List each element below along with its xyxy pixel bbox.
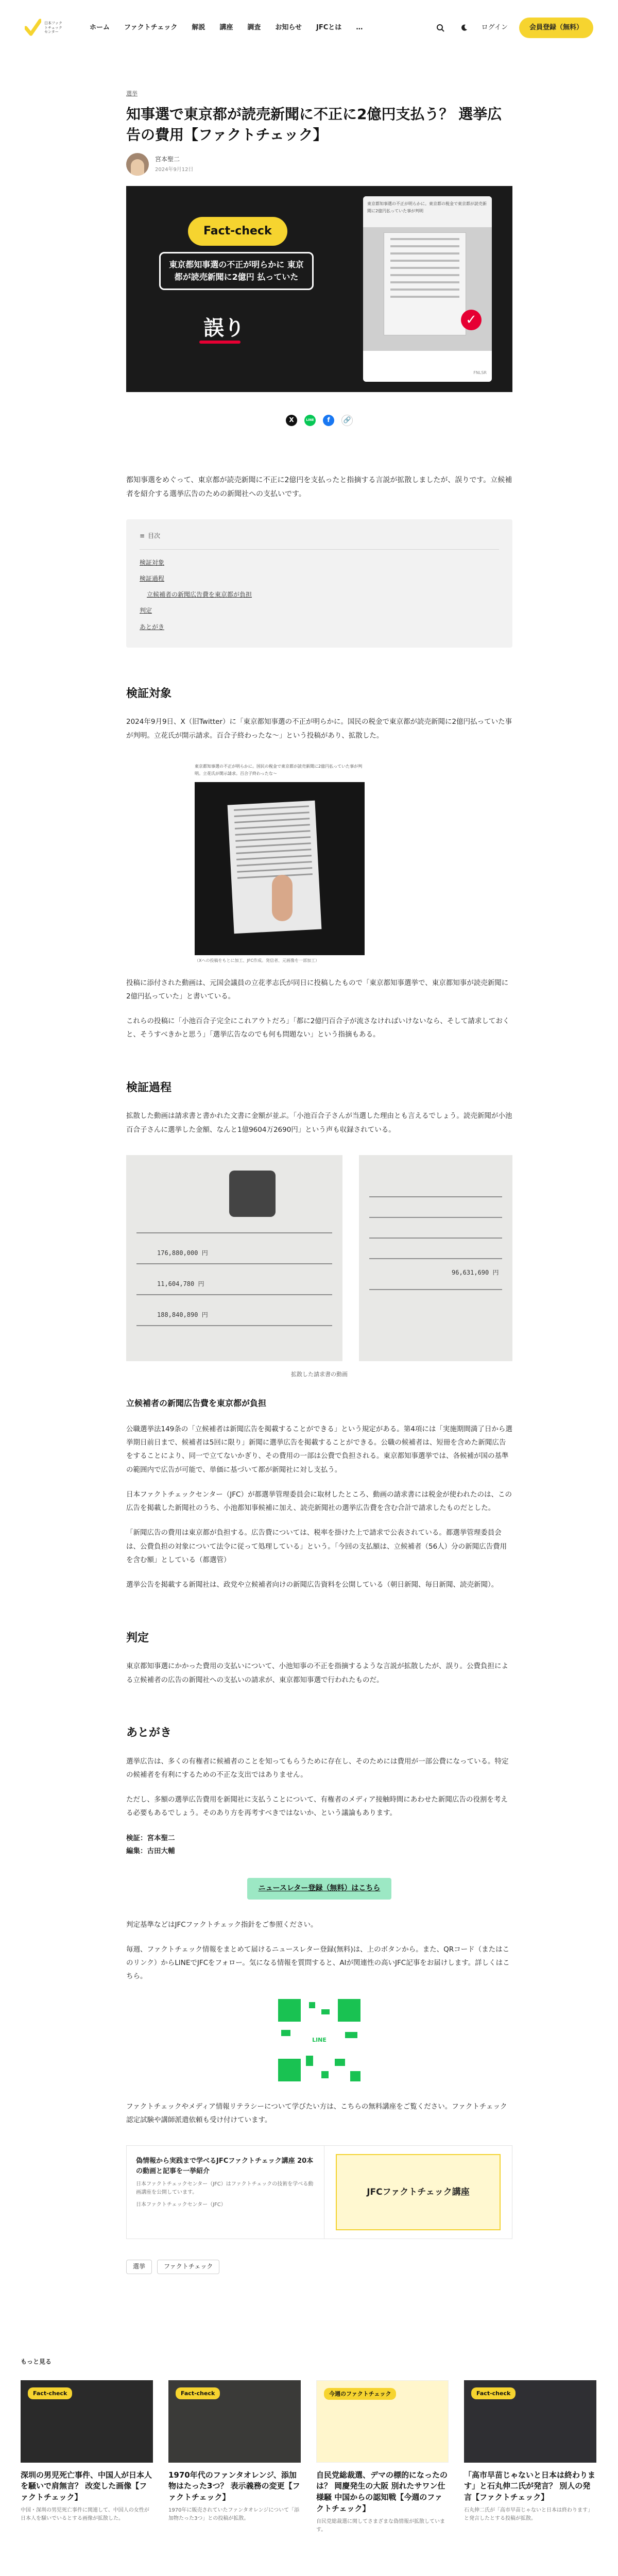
thumb-badge: Fact-check	[28, 2387, 72, 2400]
card-title: 深圳の男児死亡事件、中国人が日本人を騒いで肩無言？ 改変した画像【ファクトチェック】	[21, 2470, 152, 2502]
card-desc: 中国・深圳の男児死亡事件に関連して、中国人の女性が日本人を騒いでいるとする画像が拡散した。	[21, 2507, 149, 2521]
card-desc: 石丸伸二氏が「高市早苗じゃないと日本は終わります」と発言したとする投稿が拡散。	[464, 2507, 593, 2521]
author-row	[126, 153, 512, 176]
nav-explainer[interactable]: 解説	[192, 24, 205, 32]
nav-factcheck[interactable]: ファクトチェック	[124, 24, 178, 32]
subsection-heading: 立候補者の新聞広告費を東京都が負担	[126, 1398, 267, 1408]
header-actions	[434, 18, 593, 38]
nav-course[interactable]: 講座	[219, 24, 233, 32]
paragraph: 拡散した動画は請求書と書かれた文書に金額が並ぶ。「小池百合子さんが当選した理由とも言えるでしょう。読売新聞が小池百合子さんに選挙した金額、なんと1億9604万2690円」という声も収録されている。	[126, 1112, 512, 1134]
paragraph: ただし、多額の選挙広告費用を新聞社に支払うことについて、有権者のメディア接触時間にあわせた新聞広告の役割を考える必要もあるでしょう。そのあり方を再考すべきではないか、という議論もあります。	[126, 1795, 508, 1818]
tag[interactable]: 選挙	[126, 2260, 152, 2274]
paragraph: 投稿に添付された動画は、元国会議員の立花孝志氏が同日に投稿したもので「東京都知事選挙で、東京都知事が読売新聞に2億円払っていた」と書いている。	[126, 978, 509, 1001]
avatar[interactable]	[126, 153, 149, 176]
hero-post-screenshot	[363, 196, 492, 382]
list-icon: ≡	[140, 532, 145, 540]
tag-list	[126, 2260, 512, 2274]
dark-mode-icon[interactable]	[458, 22, 470, 34]
line-qr-code[interactable]	[278, 1999, 360, 2081]
register-button[interactable]: 会員登録（無料）	[519, 18, 593, 38]
section-heading-verdict: 判定	[126, 1631, 149, 1645]
hero-post-photo	[363, 227, 492, 351]
site-header	[0, 0, 618, 56]
article-lead: 都知事選をめぐって、東京都が読売新聞に不正に2億円を支払ったと指摘する言説が拡散しましたが、誤りです。立候補者を紹介する選挙広告のための新聞社への支払いです。	[126, 476, 512, 498]
share-buttons	[126, 415, 512, 426]
card-source: 日本ファクトチェックセンター（JFC）	[136, 2202, 226, 2208]
toc-item[interactable]: 判定	[140, 607, 152, 615]
card-title: 「高市早苗じゃないと日本は終わります」と石丸伸二氏が発言？ 別人の発言【ファクトチェック】	[464, 2470, 596, 2502]
thumb-badge: Fact-check	[176, 2387, 220, 2400]
invoice-photo-left	[126, 1155, 342, 1361]
line-note: 毎週、ファクトチェック情報をまとめて届けるニュースレター登録(無料)は、上のボタンから。また、QRコード（またはこのリンク）からLINEでJFCをフォロー。気になる情報を質問すると、AIが関連性の高いJFC記事をお届けします。詳しくはこちら。	[126, 1945, 510, 1981]
card-title: 1970年代のファンタオレンジ、添加物はたった3つ？ 表示義務の変更【ファクトチェック】	[168, 2470, 300, 2502]
card-desc: 日本ファクトチェックセンター（JFC）はファクトチェックの技術を学べる動画講座を公開しています。	[136, 2181, 314, 2196]
more-article-card[interactable]	[316, 2380, 449, 2534]
editor-credit: 編集：古田大輔	[126, 1847, 175, 1856]
embed-caption: （Xへの投稿をもとに加工、JFC作成。発信者、元画像を一部加工）	[195, 958, 320, 963]
toc-header[interactable]	[140, 531, 499, 542]
nav-more[interactable]: …	[356, 24, 363, 32]
toc-label: 目次	[148, 532, 161, 540]
copy-link-icon[interactable]: 🔗	[341, 415, 353, 426]
logo-text: 日本ファクトチェックセンター	[44, 21, 62, 35]
invoice-amount: 176,880,000 円	[157, 1249, 208, 1257]
search-icon[interactable]	[434, 22, 447, 34]
paragraph: 選挙公告を掲載する新聞社は、政党や立候補者向けの新聞広告資料を公開している（朝日新聞、毎日新聞、読売新聞）。	[126, 1581, 499, 1589]
invoice-amount: 96,631,690 円	[452, 1268, 499, 1276]
nav-research[interactable]: 調査	[247, 24, 261, 32]
embedded-post-video[interactable]	[195, 782, 365, 955]
nav-news[interactable]: お知らせ	[275, 24, 302, 32]
toc-item[interactable]: 検証対象	[140, 558, 165, 566]
more-article-card[interactable]	[464, 2380, 596, 2534]
verifier-credit: 検証：宮本聖二	[126, 1834, 175, 1842]
tag[interactable]: ファクトチェック	[157, 2260, 219, 2274]
nav-about[interactable]: JFCとは	[316, 24, 342, 32]
line-logo: LINE	[308, 2030, 331, 2050]
card-desc: 自民党総裁選に関してさまざまな偽情報が拡散しています。	[316, 2518, 445, 2533]
thumb-badge: 今週のファクトチェック	[324, 2388, 396, 2400]
article-thumbnail	[316, 2380, 449, 2463]
article-thumbnail	[168, 2380, 301, 2463]
thumb-badge: Fact-check	[471, 2387, 516, 2400]
share-x-icon[interactable]: X	[286, 415, 297, 426]
invoice-amount: 188,840,890 円	[157, 1311, 208, 1318]
paragraph: 「新聞広告の費用は東京都が負担する。広告費については、税率を掛けた上で請求で公表されている。都選挙管理委員会は、公費負担の対象について法令に従って処理している」という。「今回の支払額は、立候補者（56人）分の新聞広告費用を含む額」としている（都選管）	[126, 1529, 507, 1565]
verdict-underline	[199, 341, 241, 344]
newsletter-cta	[126, 1878, 512, 1899]
paragraph: 東京都知事選にかかった費用の支払いについて、小池知事の不正を指摘するような言説が拡散したが、誤り。公費負担による立候補者の広告の新聞社への支払いの請求が、東京都知事選で行われたものだ。	[126, 1662, 508, 1684]
article-thumbnail	[464, 2380, 596, 2463]
education-note: ファクトチェックやメディア情報リテラシーについて学びたい方は、こちらの無料講座をご覧ください。ファクトチェック認定試験や講師派遣依頼も受け付けています。	[126, 2102, 507, 2125]
more-article-card[interactable]	[168, 2380, 301, 2534]
article-category[interactable]: 選挙	[126, 90, 138, 97]
paragraph: これらの投稿に「小池百合子完全にこれアウトだろ」「都に2億円百合子が流さなければいけないなら、そして請求しておくと、そうすべきかと思う」「選挙広告なのでも何も問題ない」という指摘もある。	[126, 1017, 510, 1039]
verdict-check-icon: ✓	[461, 310, 482, 330]
newsletter-button[interactable]: ニュースレター登録（無料）はこちら	[247, 1878, 392, 1899]
hero-verdict: 誤り	[203, 316, 245, 340]
publish-date: 2024年9月12日	[155, 166, 194, 173]
card-banner: JFCファクトチェック講座	[336, 2154, 501, 2230]
invoice-photos	[126, 1155, 512, 1361]
embedded-post-text: 東京都知事選の不正が明らかに。国民の税金で東京都が読売新聞に2億円払っていた事が判明。立花氏が開示請求。百合子終わったな〜	[195, 764, 363, 776]
paragraph: 日本ファクトチェックセンター（JFC）が都選挙管理委員会に取材したところ、動画の請求書には税金が使われたのは、この広告を掲載した新聞社のうち、小池都知事候補に加え、読売新聞社の選挙広告費を含む合計で請求したものだとした。	[126, 1490, 512, 1513]
article	[126, 89, 512, 2274]
more-articles	[0, 2357, 618, 2534]
paragraph: 公職選挙法149条の「立候補者は新聞広告を掲載することができる」という規定がある。第4項には「実施期間満了日から選挙期日前日まで、候補者は5回に限り」新聞に選挙広告を掲載することができる。公職の候補者は、短冊を含めた新聞広告をすることにより、同一で立てないかぎり、その費用の一部は公費で負担される。東京都知事選挙では、各候補が国の基準の範囲内で広告が可能で、単価に基づいて都が新聞社に対し支払う。	[126, 1425, 512, 1474]
card-desc: 1970年に販売されていたファンタオレンジについて「添加物たった3つ」との投稿が拡散。	[168, 2507, 300, 2521]
policy-note: 判定基準などはJFCファクトチェック指針をご参照ください。	[126, 1920, 318, 1929]
table-of-contents	[126, 519, 512, 648]
share-facebook-icon[interactable]: f	[323, 415, 334, 426]
course-link-card[interactable]	[126, 2145, 512, 2239]
invoice-sheet	[384, 232, 466, 335]
photo-caption: 拡散した請求書の動画	[291, 1370, 348, 1378]
invoice-photo-right	[359, 1155, 512, 1361]
invoice-amount: 11,604,780 円	[157, 1280, 204, 1287]
more-heading: もっと見る	[21, 2358, 52, 2366]
hero-image	[126, 186, 512, 392]
hero-badge: Fact-check	[188, 217, 287, 246]
share-line-icon[interactable]: LINE	[304, 415, 316, 426]
hero-post-text: 東京都知事選の不正が明らかに。東京都の税金で東京都が読売新聞に2億円払っていた事が判明	[363, 196, 492, 227]
login-link[interactable]: ログイン	[481, 24, 508, 32]
section-heading-target: 検証対象	[126, 687, 172, 700]
article-thumbnail	[21, 2380, 153, 2463]
hero-claim: 東京都知事選の不正が明らかに 東京都が読売新聞に2億円 払っていた	[159, 252, 314, 290]
nav-home[interactable]: ホーム	[90, 24, 110, 32]
article-title: 知事選で東京都が読売新聞に不正に2億円支払う？ 選挙広告の費用【ファクトチェック】	[126, 105, 502, 144]
card-title: 偽情報から実践まで学べるJFCファクトチェック講座 20本の動画と記事を一挙紹介	[136, 2157, 314, 2175]
section-heading-process: 検証過程	[126, 1081, 172, 1094]
toc-item[interactable]: 検証過程	[140, 574, 165, 582]
site-logo[interactable]	[25, 13, 66, 42]
main-nav	[90, 22, 363, 33]
toc-item[interactable]: あとがき	[140, 623, 165, 631]
card-title: 自民党総裁選、デマの標的になったのは？ 岡慶発生の大阪 別れたサワン仕様騒 中国からの認知戦【今週のファクトチェック】	[316, 2470, 448, 2513]
author-name[interactable]: 宮本聖二	[155, 156, 180, 163]
embedded-post	[195, 763, 370, 965]
hero-watermark: FNLSR	[473, 370, 487, 375]
paragraph: 2024年9月9日、X（旧Twitter）に「東京都知事選の不正が明らかに。国民の税金で東京都が読売新聞に2億円払っていた事が判明。立花氏が開示請求。百合子終わったな〜」という投稿があり、拡散した。	[126, 718, 512, 740]
paragraph: 選挙広告は、多くの有権者に候補者のことを知ってもらうために存在し、そのためには費用が一部公費になっている。特定の候補者を有利にするための不正な支出ではありません。	[126, 1757, 509, 1779]
logo-check-icon	[25, 19, 41, 37]
more-article-card[interactable]	[21, 2380, 153, 2534]
toc-item[interactable]: 立候補者の新聞広告費を東京都が負担	[147, 591, 252, 599]
section-heading-afterword: あとがき	[126, 1726, 172, 1739]
